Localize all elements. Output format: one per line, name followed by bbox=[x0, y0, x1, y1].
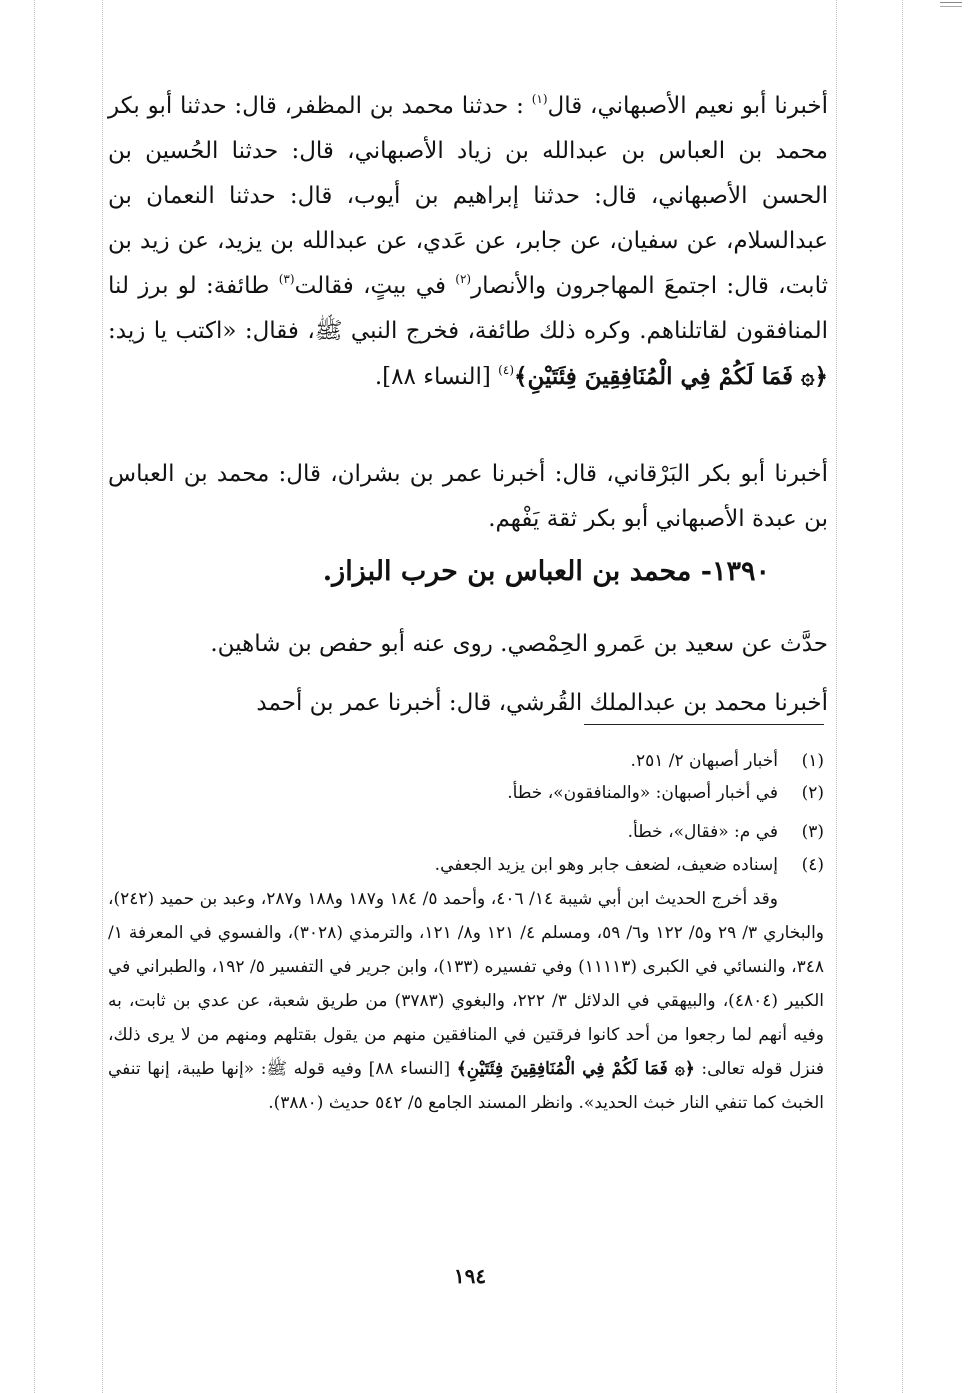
footnote-text: أخبار أصبهان ٢/ ٢٥١. bbox=[630, 751, 778, 771]
footnote-ref: (٢) bbox=[455, 272, 472, 286]
footnote-ref: (١) bbox=[531, 92, 548, 106]
text-run: [النساء ٨٨]. bbox=[374, 364, 499, 390]
entry-heading: ١٣٩٠- محمد بن العباس بن حرب البزاز. bbox=[322, 556, 770, 587]
footnote-ref: (٤) bbox=[498, 363, 514, 377]
text-run: وقد أخرج الحديث ابن أبي شيبة ١٤/ ٤٠٦، وأحمد ٥/ ١٨٤ و١٨٧ و١٨٨ و٢٨٧، وعبد بن حميد (٢٤٢)، والبخاري ٣/ ٢٩ و٥/ ١٢٢ و٦/ ٥٩، ومسلم ٤/ ١٢١ و٨/ ١٢١، والترمذي (٣٠٢٨)، والفسوي في المعرفة ١/ ٣٤٨، والنسائي في الكبرى (١١١١٣) وفي تفسيره (١٣٣)، وابن جرير في التفسير ٥/ ١٩٢، والطبراني في الكبير (٤٨٠٤)، والبيهقي في الدلائل ٣/ ٢٢٢، والبغوي (٣٧٨٣) من طريق شعبة، عن عدي بن ثابت، به وفيه أنهم لما رجعوا من أحد كانوا فرقتين في المنافقين منهم من يقول بقتلهم ومنهم من لا يرى ذلك، فنزل قوله تعالى: bbox=[108, 889, 825, 1079]
margin-guide-line bbox=[102, 0, 103, 1393]
footnote-text: إسناده ضعيف، لضعف جابر وهو ابن يزيد الجعفي. bbox=[434, 855, 778, 875]
footnote bbox=[108, 746, 824, 776]
text-run: طائفة: لو برز لنا المنافقون لقاتلناهم. وكره ذلك طائفة، فخرج النبي ﷺ، فقال: «اكتب يا زيد: bbox=[108, 273, 828, 344]
text-run: في بيتٍ، فقالت bbox=[294, 273, 456, 299]
page-number: ١٩٤ bbox=[453, 1264, 487, 1288]
crop-mark bbox=[940, 6, 962, 7]
quran-verse: ﴿۞ فَمَا لَكُمْ فِي الْمُنَافِقِينَ فِئَتَيْنِ﴾ bbox=[456, 1059, 695, 1079]
text-run: : حدثنا محمد بن المظفر، قال: حدثنا أبو بكر محمد بن العباس بن عبدالله بن زياد الأصبهاني، قال: حدثنا الحُسين بن الحسن الأصبهاني، قال: حدثنا إبراهيم بن أيوب، قال: حدثنا النعمان بن عبدالسلام، عن سفيان، عن جابر، عن عَدي، عن عبدالله بن يزيد، عن زيد بن ثابت، قال: اجتمعَ المهاجرون والأنصار bbox=[108, 93, 828, 299]
footnote-number: (٣) bbox=[801, 822, 824, 842]
narration-paragraph: أخبرنا محمد بن عبدالملك القُرشي، قال: أخبرنا عمر بن أحمد bbox=[256, 690, 828, 716]
footnote-divider bbox=[584, 724, 824, 725]
text-run: [النساء ٨٨] وفيه قوله ﷺ: «إنها طيبة، إنها تنفي الخبث كما تنفي النار خبث الحديد». وانظر المسند الجامع ٥/ ٥٤٢ حديث (٣٨٨٠). bbox=[108, 1059, 824, 1113]
footnote bbox=[108, 778, 824, 808]
text-run: أخبرنا أبو نعيم الأصبهاني، قال bbox=[547, 93, 828, 119]
hadith-paragraph bbox=[108, 84, 828, 400]
entry-paragraph: حدَّث عن سعيد بن عَمرو الحِمْصي. روى عنه أبو حفص بن شاهين. bbox=[210, 631, 828, 657]
footnote-number: (١) bbox=[801, 751, 824, 771]
margin-guide-line bbox=[836, 0, 837, 1393]
footnote-number: (٤) bbox=[801, 855, 824, 875]
footnote-continuation bbox=[108, 882, 824, 1120]
footnote-text: في م: «فقال»، خطأ. bbox=[627, 822, 778, 842]
footnote bbox=[108, 817, 824, 847]
quran-verse: ﴿۞ فَمَا لَكُمْ فِي الْمُنَافِقِينَ فِئَتَيْنِ﴾ bbox=[514, 363, 828, 390]
margin-guide-line bbox=[902, 0, 903, 1393]
narration-paragraph: أخبرنا أبو بكر البَرْقاني، قال: أخبرنا عمر بن بشران، قال: محمد بن العباس بن عبدة الأصبهاني أبو بكر ثقة يَفْهم. bbox=[108, 461, 828, 532]
footnote bbox=[108, 850, 824, 880]
footnote-number: (٢) bbox=[801, 783, 824, 803]
margin-guide-line bbox=[34, 0, 35, 1393]
footnote-ref: (٣) bbox=[278, 272, 295, 286]
crop-mark bbox=[940, 2, 962, 3]
footnote-text: في أخبار أصبهان: «والمنافقون»، خطأ. bbox=[507, 783, 778, 803]
